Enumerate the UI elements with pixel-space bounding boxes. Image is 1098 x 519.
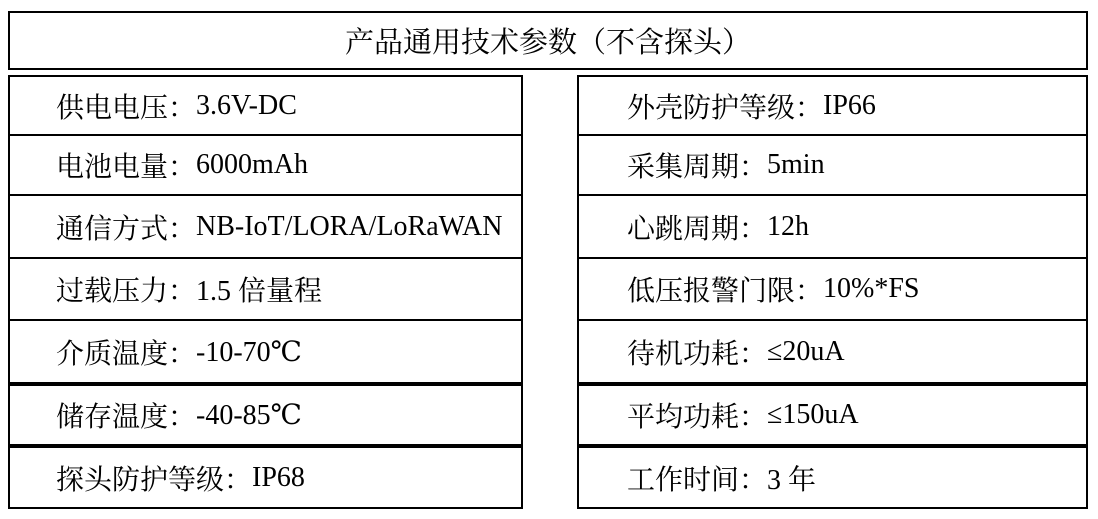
spec-row-storage-temperature bbox=[8, 384, 523, 446]
spec-row-low-pressure-alarm-threshold bbox=[577, 257, 1088, 321]
spec-row-working-time bbox=[577, 446, 1088, 509]
spec-column-left bbox=[8, 75, 523, 509]
spec-label: 电池电量： bbox=[56, 152, 197, 183]
table-title-text: 产品通用技术参数（不含探头） bbox=[344, 27, 751, 59]
spec-label: 储存温度： bbox=[56, 402, 197, 433]
spec-value: ≤20uA bbox=[767, 335, 845, 367]
spec-label: 采集周期： bbox=[627, 152, 768, 183]
spec-row-overload-pressure bbox=[8, 257, 523, 321]
spec-label: 心跳周期： bbox=[627, 213, 768, 245]
spec-row-communication-mode bbox=[8, 194, 523, 259]
spec-value: -40-85℃ bbox=[196, 400, 302, 431]
spec-row-enclosure-protection-rating bbox=[577, 75, 1088, 136]
spec-label: 外壳防护等级： bbox=[627, 92, 824, 124]
spec-row-probe-protection-rating bbox=[8, 446, 523, 509]
spec-value: 3 年 bbox=[767, 464, 817, 496]
spec-label: 探头防护等级： bbox=[56, 464, 253, 496]
spec-row-medium-temperature bbox=[8, 319, 523, 384]
spec-value: NB-IoT/LORA/LoRaWAN bbox=[196, 210, 503, 242]
spec-label: 工作时间： bbox=[627, 464, 768, 496]
spec-label: 过载压力： bbox=[56, 276, 197, 307]
spec-row-average-power-consumption bbox=[577, 384, 1088, 446]
spec-row-standby-power-consumption bbox=[577, 319, 1088, 384]
spec-value: IP68 bbox=[252, 461, 305, 493]
spec-value: 1.5 倍量程 bbox=[196, 276, 323, 307]
spec-column-right bbox=[577, 75, 1088, 509]
spec-value: 10%*FS bbox=[823, 273, 920, 304]
spec-label: 低压报警门限： bbox=[627, 276, 824, 307]
spec-label: 待机功耗： bbox=[627, 338, 768, 370]
spec-value: 5min bbox=[767, 149, 825, 180]
spec-label: 供电电压： bbox=[56, 92, 197, 124]
spec-value: 6000mAh bbox=[196, 149, 309, 180]
spec-row-supply-voltage bbox=[8, 75, 523, 136]
spec-row-battery-capacity bbox=[8, 134, 523, 196]
spec-label: 平均功耗： bbox=[627, 402, 768, 433]
spec-value: ≤150uA bbox=[767, 399, 859, 430]
spec-value: IP66 bbox=[823, 89, 876, 121]
spec-label: 介质温度： bbox=[56, 338, 197, 370]
spec-value: -10-70℃ bbox=[196, 336, 302, 368]
spec-value: 12h bbox=[767, 210, 810, 242]
table-title bbox=[8, 11, 1088, 70]
spec-row-collection-cycle bbox=[577, 134, 1088, 196]
spec-value: 3.6V-DC bbox=[196, 89, 297, 121]
spec-label: 通信方式： bbox=[56, 213, 197, 245]
spec-row-heartbeat-cycle bbox=[577, 194, 1088, 259]
